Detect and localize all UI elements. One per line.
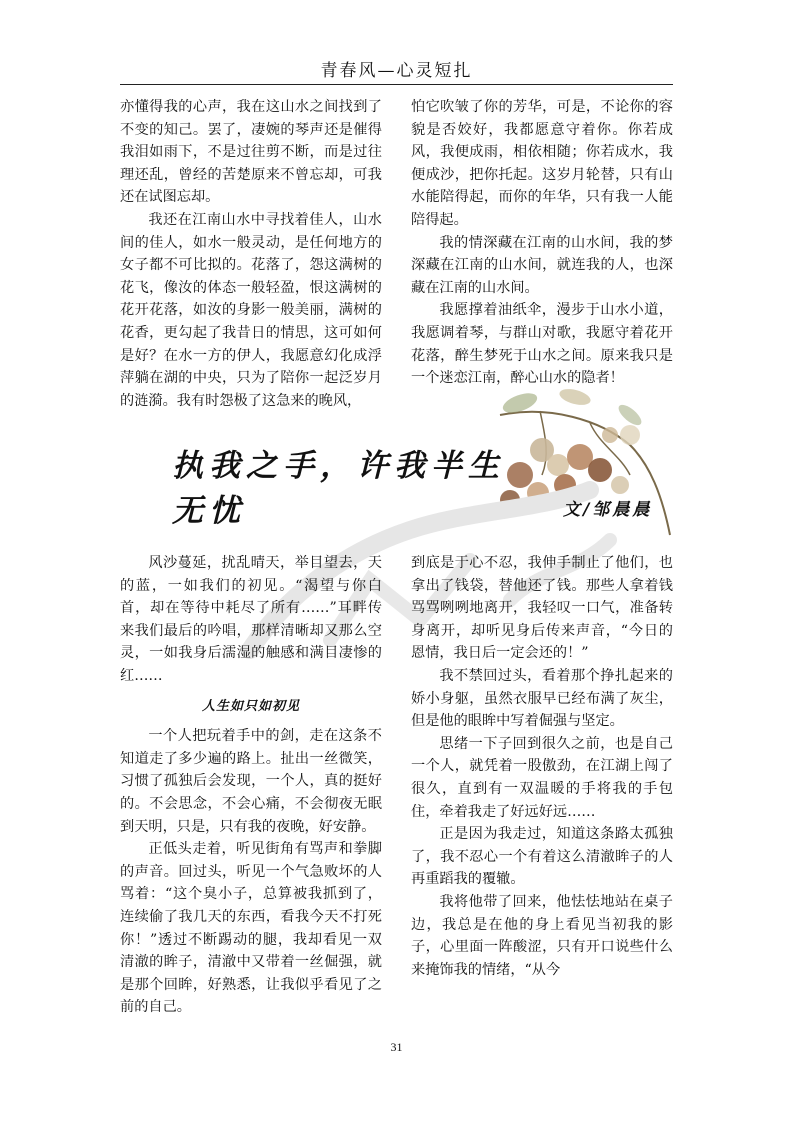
paragraph: 思绪一下子回到很久之前，也是自己一个人，就凭着一股傲劲，在江湖上闯了很久，直到有一双温暖的手将我的手包住，牵着我走了好远好远…… [411, 735, 673, 820]
paragraph: 我还在江南山水中寻找着佳人，山水间的佳人，如水一般灵动，是任何地方的女子都不可比拟的。花落了，怨这满树的花飞，像汝的体态一般轻盈，恨这满树的花开花落，如汝的身影一般美丽，满树的花香，更勾起了我昔日的情思，这可如何是好？在水一方的伊人，我愿意幻化成浮萍躺在湖的中央，只为了陪你一起泛岁月的涟漪。我有时怨极了这急来的晚风， [120, 211, 382, 409]
paragraph: 正是因为我走过，知道这条路太孤独了，我不忍心一个有着这么清澈眸子的人再重蹈我的覆辙。 [411, 826, 673, 888]
page-number: 31 [390, 1040, 403, 1054]
header-rule [120, 84, 673, 85]
paragraph: 我的情深藏在江南的山水间，我的梦深藏在江南的山水间，就连我的人，也深藏在江南的山水间。 [411, 234, 673, 296]
paragraph: 一个人把玩着手中的剑，走在这条不知道走了多少遍的路上。扯出一丝微笑，习惯了孤独后会发现，一个人，真的挺好的。不会思念，不会心痛，不会彻夜无眠到天明，只是，只有我的夜晚，好安静。 [120, 728, 382, 835]
paragraph: 我不禁回过头，看着那个挣扎起来的娇小身躯，虽然衣服早已经布满了灰尘，但是他的眼眸中写着倔强与坚定。 [411, 667, 673, 730]
paragraph: 亦懂得我的心声，我在这山水之间找到了不变的知己。罢了，凄婉的琴声还是催得我泪如雨下，不是过往剪不断，而是过往理还乱，曾经的苦楚原来不曾忘却，可我还在试图忘却。 [120, 99, 382, 206]
running-header: 青春风—心灵短扎 [320, 61, 473, 81]
bottom-left-column [120, 552, 382, 1019]
article-title: 执我之手，许我半生无忧 [172, 448, 505, 529]
paragraph: 风沙蔓延，扰乱晴天，举目望去，天的蓝，一如我们的初见。“渴望与你白首，却在等待中耗尽了所有……”耳畔传来我们最后的吟唱，那样清晰却又那么空灵，一如我身后濡湿的触感和满目凄惨的红…… [120, 555, 382, 684]
article-byline: 文/邹晨晨 [563, 500, 653, 520]
bottom-right-column [411, 552, 673, 981]
paragraph: 我将他带了回来，他怯怯地站在桌子边，我总是在他的身上看见当初我的影子，心里面一阵酸涩，只有开口说些什么来掩饰我的情绪，“从今 [411, 893, 673, 978]
paragraph: 到底是于心不忍，我伸手制止了他们，也拿出了钱袋，替他还了钱。那些人拿着钱骂骂咧咧地离开，我轻叹一口气，准备转身离开，却听见身后传来声音，“今日的恩情，我日后一定会还的！” [411, 555, 673, 662]
paragraph: 怕它吹皱了你的芳华，可是，不论你的容貌是否姣好，我都愿意守着你。你若成风，我便成雨，相依相随；你若成水，我便成沙，把你托起。这岁月轮替，只有山水能陪得起，而你的年华，只有我一人能陪得起。 [411, 99, 673, 228]
top-right-column [411, 96, 673, 390]
section-subtitle: 人生如只如初见 [201, 698, 300, 714]
paragraph: 我愿撑着油纸伞，漫步于山水小道，我愿调着琴，与群山对歌，我愿守着花开花落，醉生梦死于山水之间。原来我只是一个迷恋江南，醉心山水的隐者！ [411, 302, 673, 387]
top-left-column [120, 96, 382, 412]
paragraph: 正低头走着，听见街角有骂声和拳脚的声音。回过头，听见一个气急败坏的人骂着：“这个臭小子，总算被我抓到了，连续偷了我几天的东西，看我今天不打死你！”透过不断踢动的腿，我却看见一双清澈的眸子，清澈中又带着一丝倔强，就是那个回眸，好熟悉，让我似乎看见了之前的自己。 [120, 841, 382, 1016]
